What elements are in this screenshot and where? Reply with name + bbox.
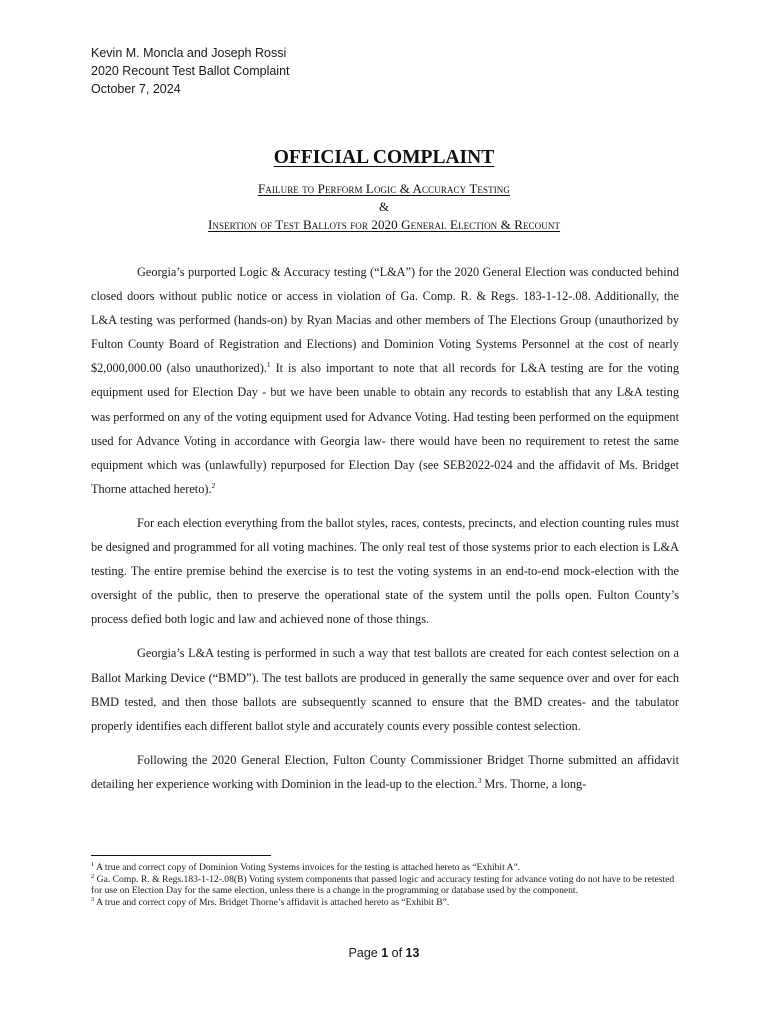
page-number xyxy=(0,945,768,961)
subtitle-line-1 xyxy=(0,181,768,197)
footnote-2-text: Ga. Comp. R. & Regs.183-1-12-.08(B) Voting system components that passed logic and accuracy testing for advance voting do not have to be retested for use on Election Day for the same election, unless there is a change in the programming or database used by the component. xyxy=(91,873,675,897)
header-subject: 2020 Recount Test Ballot Complaint xyxy=(91,64,290,78)
subtitle-line-2 xyxy=(0,217,768,233)
footnote-1-number: 1 xyxy=(91,860,95,868)
page-number-prefix: Page xyxy=(348,946,382,960)
document-header xyxy=(91,44,290,98)
subtitle-ampersand: & xyxy=(378,199,390,214)
footnote-1 xyxy=(91,862,679,874)
footnote-separator xyxy=(91,855,271,856)
footnote-3-text: A true and correct copy of Mrs. Bridget Thorne’s affidavit is attached hereto as “Exhibit B”. xyxy=(94,897,450,909)
header-date: October 7, 2024 xyxy=(91,82,181,96)
paragraph-1-text-a: Georgia’s purported Logic & Accuracy testing (“L&A”) for the 2020 General Election was conducted behind closed doors without public notice or access in violation of Ga. Comp. R. & Regs. 183-1-12-.08. Additionally, the L&A testing was performed (hands-on) by Ryan Macias and other members of The Elections Group (unauthorized by Fulton County Board of Registration and Elections) and Dominion Voting Systems Personnel at the cost of nearly $2,000,000.00 (also unauthorized). xyxy=(91,265,679,376)
page-number-current: 1 xyxy=(381,946,389,960)
footnote-2 xyxy=(91,874,679,897)
paragraph-4 xyxy=(91,748,679,796)
footnote-ref-1: 1 xyxy=(266,360,271,370)
footnote-3-number: 3 xyxy=(91,895,95,903)
subtitle-text-2: Insertion of Test Ballots for 2020 General Election & Recount xyxy=(207,217,561,232)
document-body xyxy=(91,260,679,806)
paragraph-3: Georgia’s L&A testing is performed in such a way that test ballots are created for each contest selection on a Ballot Marking Device (“BMD”). The test ballots are produced in generally the same sequence over and over for each BMD tested, and then those ballots are subsequently scanned to ensure that the BMD creates- and the tabulator properly identifies each different ballot style and accurately counts every possible contest selection. xyxy=(91,646,679,733)
page-number-total: 13 xyxy=(405,946,420,960)
paragraph-4-text-a: Following the 2020 General Election, Fulton County Commissioner Bridget Thorne submitted an affidavit detailing her experience working with Dominion in the lead-up to the election. xyxy=(91,752,679,791)
document-title: OFFICIAL COMPLAINT xyxy=(273,147,495,168)
header-authors: Kevin M. Moncla and Joseph Rossi xyxy=(91,46,287,60)
footnote-1-text: A true and correct copy of Dominion Voting Systems invoices for the testing is attached hereto as “Exhibit A”. xyxy=(94,862,521,873)
paragraph-1 xyxy=(91,260,679,501)
footnote-2-number: 2 xyxy=(91,872,95,880)
page-number-middle: of xyxy=(388,946,406,960)
paragraph-4-text-b: Mrs. Thorne, a long- xyxy=(481,776,587,791)
paragraph-2: For each election everything from the ballot styles, races, contests, precincts, and election counting rules must be designed and programmed for all voting machines. The only real test of those systems prior to each election is L&A testing. The entire premise behind the exercise is to test the voting systems in an end-to-end mock-election with the oversight of the public, then to preserve the operational state of the system until the polls open. Fulton County’s process defied both logic and law and achieved none of those things. xyxy=(91,515,679,627)
footnote-ref-2: 2 xyxy=(211,480,216,490)
footnotes xyxy=(91,862,679,909)
paragraph-1-text-b: It is also important to note that all records for L&A testing are for the voting equipment used for Election Day - but we have been unable to obtain any records to establish that any L&A testing was performed on any of the voting equipment used for Advance Voting. Had testing been performed on the equipment used for Advance Voting in accordance with Georgia law- there would have been no requirement to retest the same equipment which was (unlawfully) repurposed for Election Day (see SEB2022-024 and the affidavit of Ms. Bridget Thorne attached hereto). xyxy=(91,361,679,496)
footnote-3 xyxy=(91,897,679,909)
footnote-ref-3: 3 xyxy=(477,775,482,785)
subtitle-text-1: Failure to Perform Logic & Accuracy Testing xyxy=(257,181,511,196)
